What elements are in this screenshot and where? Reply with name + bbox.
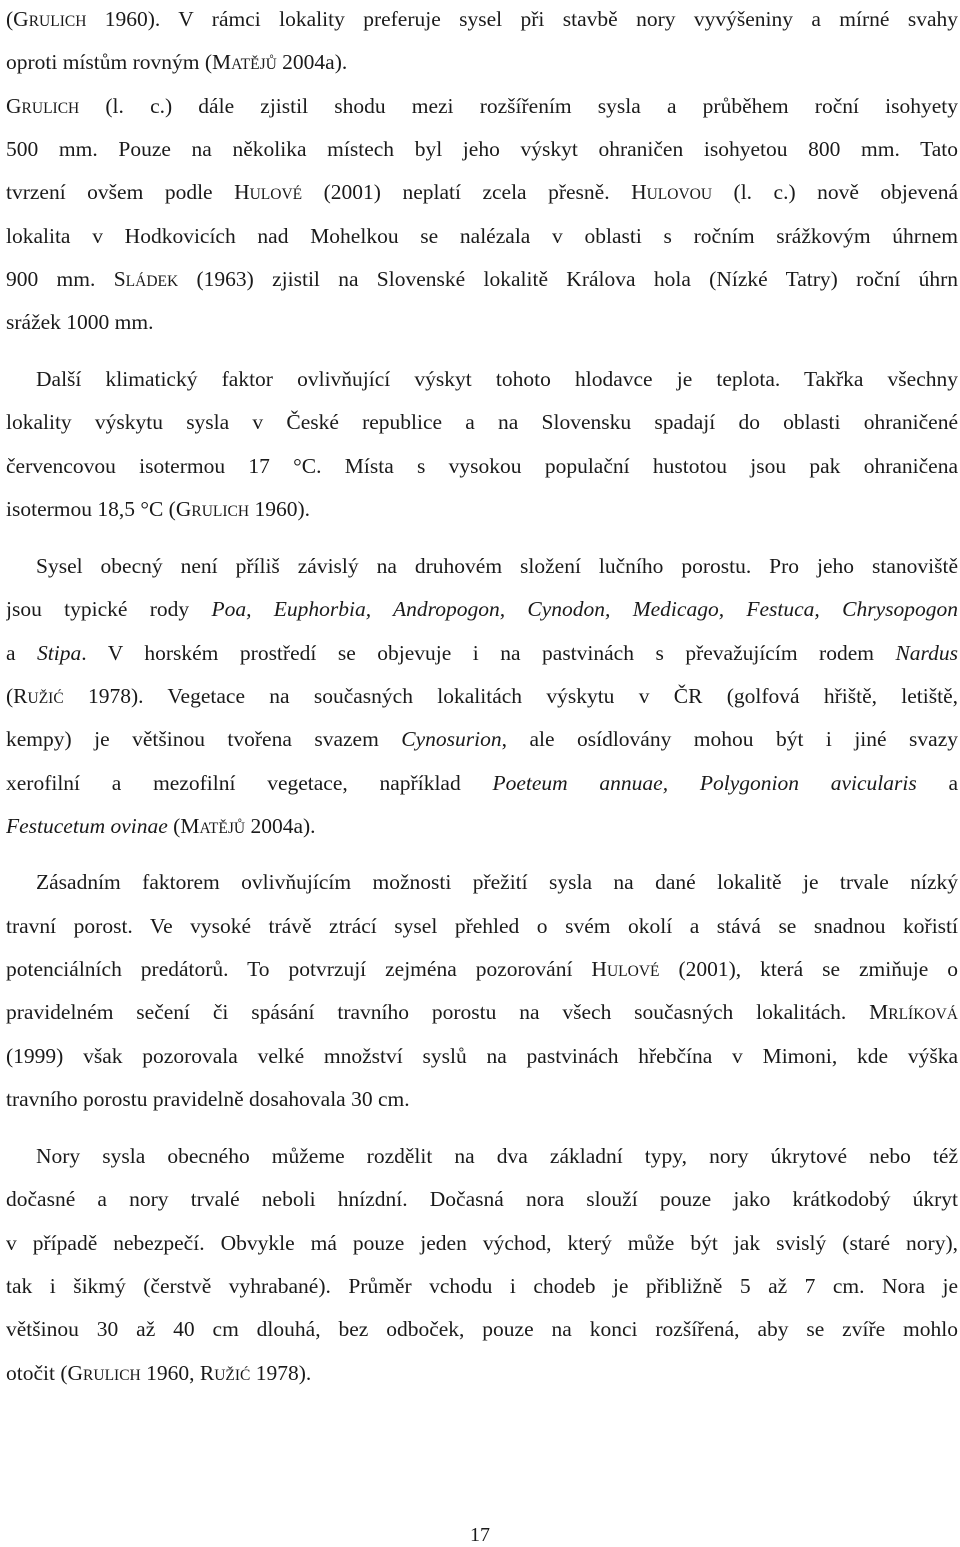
text-run: (M xyxy=(167,814,200,838)
text-run: jsou typické rody xyxy=(6,597,212,621)
text-run: kempy) je většinou tvořena svazem xyxy=(6,727,402,751)
text-line xyxy=(6,494,958,524)
text-line xyxy=(36,867,958,897)
text-run: (1963) zjistil na Slovenské lokalitě Králova hola (Nízké Tatry) roční úhrn xyxy=(178,267,958,291)
author-name: RLÍKOVÁ xyxy=(888,1006,958,1023)
text-line xyxy=(6,47,958,77)
text-line xyxy=(6,1314,958,1344)
text-line xyxy=(6,134,958,164)
text-run: (l. c.) nově objevená xyxy=(712,180,958,204)
text-run: lokalita v Hodkovicích nad Mohelkou se nalézala v oblasti s ročním srážkovým úhrnem xyxy=(6,224,958,248)
text-run: travní porost. Ve vysoké trávě ztrácí sysel přehled o svém okolí a stává se snadnou kořistí xyxy=(6,914,958,938)
text-line xyxy=(6,451,958,481)
text-run: 1960, R xyxy=(140,1361,215,1385)
author-name: ULOVÉ xyxy=(249,186,303,203)
text-run: většinou 30 až 40 cm dlouhá, bez odboček, pouze na konci rozšířená, aby se zvíře mohlo xyxy=(6,1317,958,1341)
text-line xyxy=(6,407,958,437)
text-run: 1960). V rámci lokality preferuje sysel při stavbě nory vyvýšeniny a mírné svahy xyxy=(86,7,958,31)
text-run: (G xyxy=(6,7,29,31)
text-line xyxy=(6,954,958,984)
author-name: UŽIĆ xyxy=(27,690,64,707)
text-run: (2001) neplatí zcela přesně. H xyxy=(302,180,647,204)
text-line xyxy=(6,1228,958,1258)
text-run: xerofilní a mezofilní vegetace, například xyxy=(6,771,493,795)
text-run: 2004a). xyxy=(245,814,316,838)
text-line xyxy=(6,4,958,34)
author-name: LÁDEK xyxy=(125,273,179,290)
author-name: RULICH xyxy=(21,100,80,117)
text-line xyxy=(6,307,958,337)
text-line xyxy=(6,91,958,121)
text-run: Sysel obecný není příliš závislý na druhovém složení lučního porostu. Pro jeho stanoviště xyxy=(36,554,958,578)
text-run: 500 mm. Pouze na několika místech byl jeho výskyt ohraničen isohyetou 800 mm. Tato xyxy=(6,137,958,161)
text-run: isotermou 18,5 °C (G xyxy=(6,497,192,521)
author-name: RULICH xyxy=(83,1367,141,1384)
text-run: pravidelném sečení či spásání travního porostu na všech současných lokalitách. M xyxy=(6,1000,889,1024)
latin-name: Poeteum annuae, Polygonion avicularis xyxy=(492,771,917,795)
latin-name: Cynosurion xyxy=(401,727,502,751)
author-name: ATĚJŮ xyxy=(199,820,246,837)
text-line xyxy=(6,594,958,624)
text-run: (1999) však pozorovala velké množství syslů na pastvinách hřebčína v Mimoni, kde výška xyxy=(6,1044,958,1068)
text-run: srážek 1000 mm. xyxy=(6,310,154,334)
text-run: potenciálních predátorů. To potvrzují zejména pozorování H xyxy=(6,957,607,981)
text-line xyxy=(6,264,958,294)
text-line xyxy=(6,1271,958,1301)
text-run: Další klimatický faktor ovlivňující výskyt tohoto hlodavce je teplota. Takřka všechny xyxy=(36,367,958,391)
page-number: 17 xyxy=(470,1524,490,1546)
text-line xyxy=(6,1358,958,1388)
text-line xyxy=(6,681,958,711)
latin-name: Nardus xyxy=(895,641,958,665)
text-line xyxy=(6,221,958,251)
text-run: tak i šikmý (čerstvě vyhrabané). Průměr vchodu i chodeb je přibližně 5 až 7 cm. Nora je xyxy=(6,1274,958,1298)
text-line xyxy=(6,1084,958,1114)
text-run: a xyxy=(916,771,958,795)
text-line xyxy=(36,1141,958,1171)
text-line xyxy=(6,911,958,941)
text-line xyxy=(36,364,958,394)
latin-name: Stipa xyxy=(37,641,82,665)
text-run: Zásadním faktorem ovlivňujícím možnosti přežití sysla na dané lokalitě je trvale nízký xyxy=(36,870,958,894)
author-name: ATĚJŮ xyxy=(231,56,277,73)
author-name: RULICH xyxy=(28,13,87,30)
text-line xyxy=(36,551,958,581)
text-run: dočasné a nory trvalé neboli hnízdní. Dočasná nora slouží pouze jako krátkodobý úkryt xyxy=(6,1187,958,1211)
text-run: . V horském prostředí se objevuje i na pastvinách s převažujícím rodem xyxy=(81,641,896,665)
text-run: a xyxy=(6,641,38,665)
text-run: lokality výskytu sysla v České republice a na Slovensku spadají do oblasti ohraničené xyxy=(6,410,958,434)
text-line xyxy=(6,1041,958,1071)
text-run: 900 mm. S xyxy=(6,267,126,291)
text-run: (2001), která se zmiňuje o xyxy=(659,957,958,981)
text-run: 1960). xyxy=(249,497,310,521)
text-line xyxy=(6,724,958,754)
text-run: v případě nebezpečí. Obvykle má pouze jeden východ, který může být jak svislý (staré nory), xyxy=(6,1231,958,1255)
text-line xyxy=(6,1184,958,1214)
text-run: 1978). Vegetace na současných lokalitách výskytu v ČR (golfová hřiště, letiště, xyxy=(63,684,958,708)
text-line xyxy=(6,177,958,207)
text-run: 2004a). xyxy=(276,50,348,74)
latin-name: Festucetum ovinae xyxy=(6,814,168,838)
text-run: otočit (G xyxy=(6,1361,84,1385)
text-run: oproti místům rovným (M xyxy=(6,50,232,74)
text-run: tvrzení ovšem podle H xyxy=(6,180,250,204)
text-run: (R xyxy=(6,684,28,708)
text-run: červencovou isotermou 17 °C. Místa s vysokou populační hustotou jsou pak ohraničena xyxy=(6,454,958,478)
text-run: , ale osídlovány mohou být i jiné svazy xyxy=(501,727,958,751)
text-line xyxy=(6,638,958,668)
text-line xyxy=(6,997,958,1027)
author-name: ULOVÉ xyxy=(606,963,660,980)
author-name: RULICH xyxy=(191,503,250,520)
latin-name: Poa, Euphorbia, Andropogon, Cynodon, Medicago, Festuca, Chrysopogon xyxy=(211,597,958,621)
text-run: Nory sysla obecného můžeme rozdělit na dva základní typy, nory úkrytové nebo též xyxy=(36,1144,958,1168)
text-run: travního porostu pravidelně dosahovala 30 cm. xyxy=(6,1087,410,1111)
author-name: UŽIĆ xyxy=(214,1367,251,1384)
text-line xyxy=(6,811,958,841)
text-run: 1978). xyxy=(250,1361,312,1385)
author-name: ULOVOU xyxy=(646,186,713,203)
text-line xyxy=(6,768,958,798)
text-run: (l. c.) dále zjistil shodu mezi rozšířením sysla a průběhem roční isohyety xyxy=(79,94,958,118)
text-run: G xyxy=(6,94,22,118)
